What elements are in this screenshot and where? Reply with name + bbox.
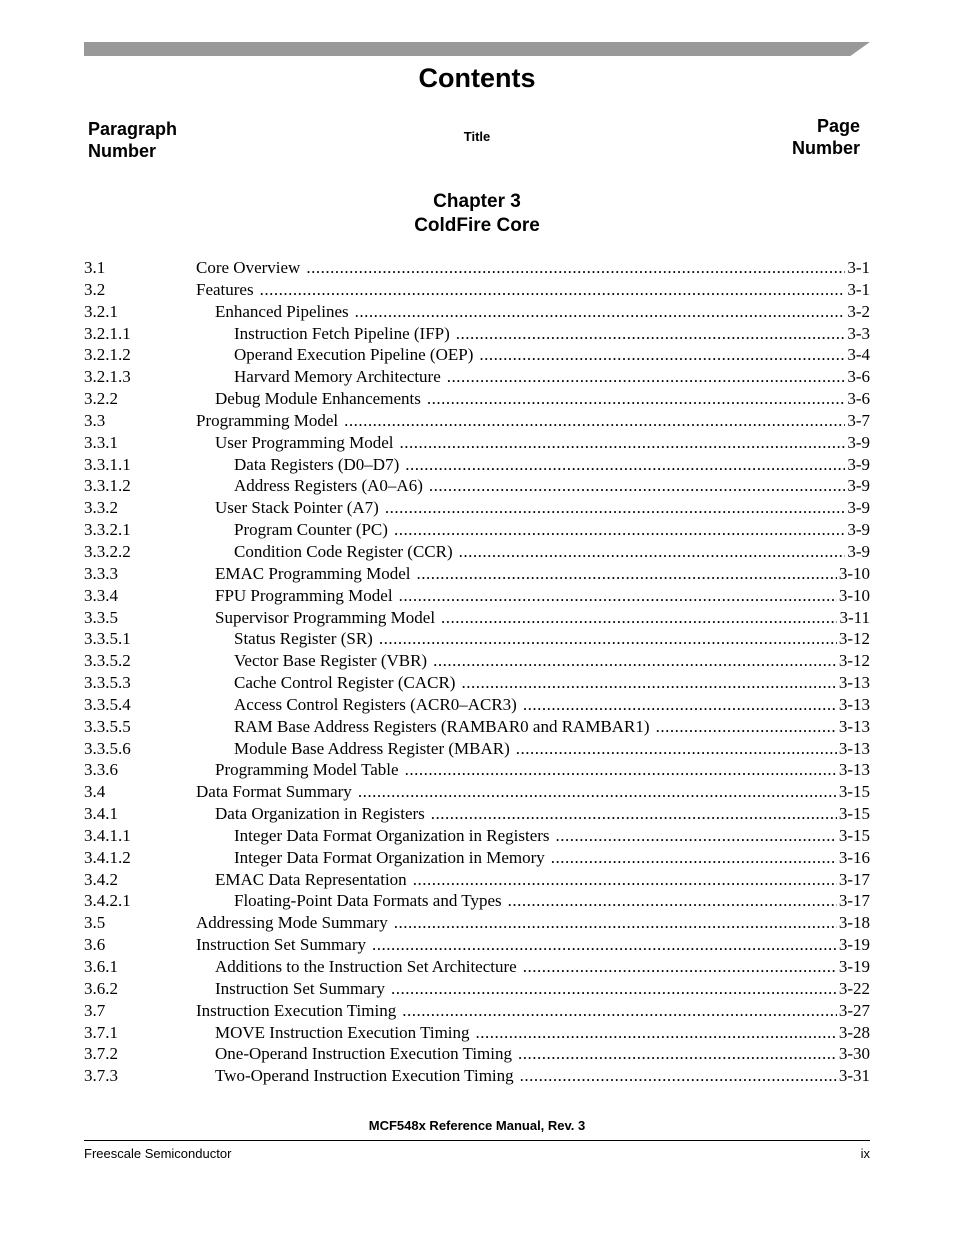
toc-entry-number: 3.3.1.1 bbox=[84, 454, 131, 474]
toc-entry-body bbox=[196, 410, 870, 432]
toc-entry-title: Instruction Set Summary bbox=[196, 935, 366, 955]
paragraph-header-line2: Number bbox=[88, 141, 157, 161]
toc-entry-body bbox=[196, 869, 870, 891]
toc-entry-number: 3.7.2 bbox=[84, 1044, 118, 1064]
toc-entry-body bbox=[196, 956, 870, 978]
table-of-contents bbox=[84, 257, 870, 1087]
toc-entry-number: 3.3 bbox=[84, 410, 106, 430]
toc-entry-number: 3.3.5.4 bbox=[84, 694, 131, 714]
toc-entry-title: One-Operand Instruction Execution Timing bbox=[215, 1044, 512, 1064]
toc-entry-title: Program Counter (PC) bbox=[234, 520, 388, 540]
toc-entry-title: Instruction Execution Timing bbox=[196, 1000, 397, 1020]
toc-dot-leader bbox=[405, 759, 837, 781]
toc-dot-leader bbox=[431, 803, 837, 825]
toc-entry-number: 3.2.1.2 bbox=[84, 345, 131, 365]
toc-entry[interactable] bbox=[84, 956, 870, 978]
footer-company: Freescale Semiconductor bbox=[84, 1146, 232, 1161]
toc-entry-page: 3-13 bbox=[838, 694, 870, 714]
toc-entry-title: Additions to the Instruction Set Architecture bbox=[215, 957, 517, 976]
page-title: Contents bbox=[418, 63, 536, 93]
toc-entry-number: 3.4.2.1 bbox=[84, 891, 131, 911]
toc-entry-page: 3-9 bbox=[847, 476, 870, 496]
toc-entry-body bbox=[196, 781, 870, 803]
toc-dot-leader bbox=[306, 257, 845, 279]
toc-dot-leader bbox=[556, 825, 837, 847]
toc-entry-page: 3-28 bbox=[838, 1022, 870, 1042]
toc-dot-leader bbox=[518, 1043, 837, 1065]
toc-entry-page: 3-9 bbox=[847, 454, 870, 474]
toc-entry-number: 3.4.1.1 bbox=[84, 825, 131, 845]
toc-entry[interactable] bbox=[84, 388, 870, 410]
toc-entry-number: 3.7.3 bbox=[84, 1066, 118, 1086]
toc-dot-leader bbox=[394, 519, 845, 541]
footer-page-number: ix bbox=[860, 1146, 870, 1161]
toc-entry-body bbox=[196, 519, 870, 541]
toc-entry[interactable] bbox=[84, 650, 870, 672]
toc-entry-number: 3.2.1.1 bbox=[84, 323, 131, 343]
toc-dot-leader bbox=[551, 847, 837, 869]
toc-entry-body bbox=[196, 650, 870, 672]
toc-entry-title: Data Registers (D0–D7) bbox=[234, 454, 400, 474]
header-decorative-bar bbox=[84, 42, 870, 56]
toc-entry-body bbox=[196, 738, 870, 760]
toc-entry-title: Two-Operand Instruction Execution Timing bbox=[215, 1066, 514, 1086]
toc-entry-page: 3-10 bbox=[838, 585, 870, 605]
page-header-line1: Page bbox=[816, 116, 860, 136]
toc-entry[interactable] bbox=[84, 257, 870, 279]
toc-entry-page: 3-17 bbox=[838, 869, 870, 889]
toc-entry[interactable] bbox=[84, 1022, 870, 1044]
toc-entry-body bbox=[196, 475, 870, 497]
toc-dot-leader bbox=[433, 650, 837, 672]
toc-entry-number: 3.4.1 bbox=[84, 804, 118, 824]
toc-dot-leader bbox=[394, 912, 837, 934]
toc-entry-title: Integer Data Format Organization in Memory bbox=[234, 847, 545, 867]
toc-entry-page: 3-9 bbox=[847, 498, 870, 518]
toc-entry[interactable] bbox=[84, 323, 870, 345]
toc-entry-number: 3.5 bbox=[84, 913, 106, 933]
toc-entry[interactable] bbox=[84, 585, 870, 607]
toc-entry-number: 3.6.1 bbox=[84, 957, 118, 976]
toc-entry-title: Instruction Fetch Pipeline (IFP) bbox=[234, 323, 450, 343]
toc-entry[interactable] bbox=[84, 279, 870, 301]
toc-dot-leader bbox=[479, 344, 845, 366]
toc-dot-leader bbox=[441, 607, 837, 629]
toc-entry-page: 3-15 bbox=[838, 804, 870, 824]
toc-entry-page: 3-16 bbox=[838, 847, 870, 867]
toc-entry-number: 3.3.5.5 bbox=[84, 716, 131, 736]
title-column-header: Title bbox=[463, 129, 491, 144]
toc-entry[interactable] bbox=[84, 781, 870, 803]
toc-entry-page: 3-19 bbox=[838, 935, 870, 955]
toc-entry-title: Integer Data Format Organization in Registers bbox=[234, 825, 550, 845]
toc-entry[interactable] bbox=[84, 454, 870, 476]
toc-entry-body bbox=[196, 759, 870, 781]
toc-entry[interactable] bbox=[84, 497, 870, 519]
toc-entry-body bbox=[196, 890, 870, 912]
toc-entry-body bbox=[196, 344, 870, 366]
toc-entry-page: 3-12 bbox=[838, 629, 870, 649]
toc-entry-number: 3.3.5 bbox=[84, 607, 118, 627]
toc-entry[interactable] bbox=[84, 738, 870, 760]
toc-entry-body bbox=[196, 279, 870, 301]
toc-entry-title: Debug Module Enhancements bbox=[215, 389, 421, 409]
toc-entry-title: Cache Control Register (CACR) bbox=[234, 673, 456, 693]
toc-entry[interactable] bbox=[84, 519, 870, 541]
toc-dot-leader bbox=[260, 279, 846, 301]
toc-dot-leader bbox=[372, 934, 837, 956]
toc-entry-title: Module Base Address Register (MBAR) bbox=[234, 738, 510, 758]
toc-entry-body bbox=[196, 628, 870, 650]
toc-entry-number: 3.1 bbox=[84, 258, 106, 277]
toc-entry-number: 3.2.1 bbox=[84, 301, 118, 321]
toc-entry-page: 3-13 bbox=[838, 673, 870, 693]
toc-entry-title: Harvard Memory Architecture bbox=[234, 367, 441, 387]
toc-entry-page: 3-11 bbox=[839, 607, 870, 627]
toc-dot-leader bbox=[523, 694, 837, 716]
toc-dot-leader bbox=[456, 323, 846, 345]
toc-entry[interactable] bbox=[84, 978, 870, 1000]
toc-entry-body bbox=[196, 454, 870, 476]
toc-entry-title: Programming Model Table bbox=[215, 760, 399, 780]
footer-manual-title: MCF548x Reference Manual, Rev. 3 bbox=[368, 1118, 586, 1133]
toc-entry[interactable] bbox=[84, 628, 870, 650]
toc-entry-page: 3-17 bbox=[838, 891, 870, 911]
toc-entry-title: Status Register (SR) bbox=[234, 629, 373, 649]
toc-entry-page: 3-4 bbox=[847, 345, 870, 365]
toc-entry-number: 3.3.6 bbox=[84, 760, 118, 780]
chapter-name: ColdFire Core bbox=[414, 215, 540, 236]
toc-entry-page: 3-2 bbox=[847, 301, 870, 321]
toc-entry-number: 3.4.1.2 bbox=[84, 847, 131, 867]
toc-entry-title: Core Overview bbox=[196, 258, 301, 277]
toc-entry-page: 3-9 bbox=[847, 432, 870, 452]
toc-entry-title: Enhanced Pipelines bbox=[215, 301, 349, 321]
toc-entry-body bbox=[196, 585, 870, 607]
toc-entry-body bbox=[196, 847, 870, 869]
toc-entry-title: Floating-Point Data Formats and Types bbox=[234, 891, 502, 911]
toc-entry-number: 3.3.5.1 bbox=[84, 629, 131, 649]
toc-dot-leader bbox=[399, 432, 845, 454]
toc-entry-page: 3-30 bbox=[838, 1044, 870, 1064]
toc-entry[interactable] bbox=[84, 869, 870, 891]
toc-entry-body bbox=[196, 366, 870, 388]
toc-entry[interactable] bbox=[84, 694, 870, 716]
toc-entry[interactable] bbox=[84, 432, 870, 454]
toc-entry-number: 3.6 bbox=[84, 935, 106, 955]
toc-entry-body bbox=[196, 934, 870, 956]
toc-dot-leader bbox=[429, 475, 845, 497]
toc-entry-body bbox=[196, 803, 870, 825]
toc-entry-body bbox=[196, 672, 870, 694]
toc-entry-title: EMAC Data Representation bbox=[215, 869, 407, 889]
toc-entry-page: 3-13 bbox=[838, 760, 870, 780]
toc-entry-number: 3.3.2.2 bbox=[84, 541, 131, 561]
toc-entry[interactable] bbox=[84, 890, 870, 912]
toc-entry[interactable] bbox=[84, 803, 870, 825]
toc-entry[interactable] bbox=[84, 759, 870, 781]
toc-dot-leader bbox=[461, 672, 836, 694]
toc-entry-title: Features bbox=[196, 279, 254, 299]
toc-entry-body bbox=[196, 497, 870, 519]
toc-entry-number: 3.4 bbox=[84, 782, 106, 802]
toc-entry-title: Condition Code Register (CCR) bbox=[234, 541, 453, 561]
toc-entry-number: 3.3.5.3 bbox=[84, 673, 131, 693]
toc-dot-leader bbox=[355, 301, 846, 323]
toc-entry-title: Instruction Set Summary bbox=[215, 978, 385, 998]
toc-entry[interactable] bbox=[84, 1065, 870, 1087]
toc-entry[interactable] bbox=[84, 716, 870, 738]
toc-entry-body bbox=[196, 607, 870, 629]
toc-dot-leader bbox=[391, 978, 837, 1000]
toc-dot-leader bbox=[358, 781, 837, 803]
toc-entry-body bbox=[196, 978, 870, 1000]
toc-entry-title: Operand Execution Pipeline (OEP) bbox=[234, 345, 474, 365]
toc-entry-page: 3-3 bbox=[847, 323, 870, 343]
toc-entry-number: 3.2.2 bbox=[84, 389, 118, 409]
toc-entry-body bbox=[196, 257, 870, 279]
toc-entry-number: 3.3.2.1 bbox=[84, 520, 131, 540]
toc-entry-body bbox=[196, 323, 870, 345]
paragraph-header-line1: Paragraph bbox=[88, 119, 178, 139]
toc-dot-leader bbox=[413, 869, 837, 891]
toc-entry-page: 3-6 bbox=[847, 367, 870, 387]
toc-dot-leader bbox=[508, 890, 837, 912]
toc-entry[interactable] bbox=[84, 934, 870, 956]
toc-dot-leader bbox=[402, 1000, 837, 1022]
toc-entry-number: 3.3.2 bbox=[84, 498, 118, 518]
toc-entry-number: 3.7 bbox=[84, 1000, 106, 1020]
toc-entry-number: 3.7.1 bbox=[84, 1022, 118, 1042]
toc-entry-body bbox=[196, 541, 870, 563]
toc-entry[interactable] bbox=[84, 607, 870, 629]
toc-entry[interactable] bbox=[84, 541, 870, 563]
toc-entry-page: 3-10 bbox=[838, 563, 870, 583]
toc-dot-leader bbox=[656, 716, 837, 738]
toc-entry-body bbox=[196, 388, 870, 410]
toc-entry[interactable] bbox=[84, 1043, 870, 1065]
toc-entry-number: 3.4.2 bbox=[84, 869, 118, 889]
toc-entry-body bbox=[196, 694, 870, 716]
toc-entry-title: EMAC Programming Model bbox=[215, 563, 411, 583]
toc-entry-page: 3-22 bbox=[838, 978, 870, 998]
toc-entry[interactable] bbox=[84, 672, 870, 694]
toc-entry[interactable] bbox=[84, 301, 870, 323]
toc-entry-number: 3.3.1 bbox=[84, 432, 118, 452]
toc-entry-title: Addressing Mode Summary bbox=[196, 913, 388, 933]
toc-entry-title: Data Format Summary bbox=[196, 782, 352, 802]
toc-entry[interactable] bbox=[84, 825, 870, 847]
toc-entry-title: Vector Base Register (VBR) bbox=[234, 651, 428, 671]
toc-entry[interactable] bbox=[84, 563, 870, 585]
toc-entry-page: 3-27 bbox=[838, 1000, 870, 1020]
toc-entry-body bbox=[196, 432, 870, 454]
toc-entry-title: Access Control Registers (ACR0–ACR3) bbox=[234, 694, 517, 714]
toc-dot-leader bbox=[520, 1065, 837, 1087]
toc-entry[interactable] bbox=[84, 1000, 870, 1022]
toc-dot-leader bbox=[405, 454, 845, 476]
toc-entry[interactable] bbox=[84, 344, 870, 366]
toc-dot-leader bbox=[399, 585, 837, 607]
toc-entry-title: Supervisor Programming Model bbox=[215, 607, 436, 627]
toc-entry-number: 3.2.1.3 bbox=[84, 367, 131, 387]
toc-dot-leader bbox=[344, 410, 845, 432]
toc-entry-page: 3-19 bbox=[838, 957, 870, 976]
toc-entry[interactable] bbox=[84, 410, 870, 432]
toc-dot-leader bbox=[385, 497, 846, 519]
toc-entry-page: 3-1 bbox=[847, 279, 870, 299]
toc-dot-leader bbox=[516, 738, 837, 760]
toc-entry-body bbox=[196, 825, 870, 847]
toc-entry[interactable] bbox=[84, 475, 870, 497]
toc-entry-title: MOVE Instruction Execution Timing bbox=[215, 1022, 470, 1042]
toc-dot-leader bbox=[427, 388, 845, 410]
toc-entry[interactable] bbox=[84, 912, 870, 934]
toc-entry-title: Address Registers (A0–A6) bbox=[234, 476, 423, 496]
toc-dot-leader bbox=[417, 563, 837, 585]
toc-entry-body bbox=[196, 1065, 870, 1087]
page-number-header bbox=[792, 115, 860, 159]
toc-entry-page: 3-13 bbox=[838, 738, 870, 758]
toc-entry-body bbox=[196, 716, 870, 738]
toc-entry-number: 3.3.1.2 bbox=[84, 476, 131, 496]
toc-entry-body bbox=[196, 563, 870, 585]
toc-dot-leader bbox=[379, 628, 837, 650]
footer-divider bbox=[84, 1140, 870, 1141]
toc-entry-page: 3-6 bbox=[847, 389, 870, 409]
toc-entry-title: Programming Model bbox=[196, 410, 339, 430]
chapter-number: Chapter 3 bbox=[433, 191, 521, 212]
toc-entry-number: 3.3.4 bbox=[84, 585, 118, 605]
toc-entry-page: 3-9 bbox=[847, 541, 870, 561]
toc-entry-body bbox=[196, 1043, 870, 1065]
toc-entry-number: 3.6.2 bbox=[84, 978, 118, 998]
toc-entry[interactable] bbox=[84, 847, 870, 869]
toc-entry-page: 3-13 bbox=[838, 716, 870, 736]
toc-entry-page: 3-12 bbox=[838, 651, 870, 671]
toc-entry-page: 3-31 bbox=[838, 1066, 870, 1086]
toc-dot-leader bbox=[476, 1022, 837, 1044]
toc-entry-page: 3-18 bbox=[838, 913, 870, 933]
toc-entry-page: 3-7 bbox=[847, 410, 870, 430]
toc-entry-title: RAM Base Address Registers (RAMBAR0 and RAMBAR1) bbox=[234, 716, 650, 736]
toc-entry-body bbox=[196, 1022, 870, 1044]
toc-entry-page: 3-9 bbox=[847, 520, 870, 540]
toc-entry[interactable] bbox=[84, 366, 870, 388]
toc-entry-number: 3.2 bbox=[84, 279, 106, 299]
toc-dot-leader bbox=[459, 541, 846, 563]
toc-entry-page: 3-15 bbox=[838, 782, 870, 802]
toc-entry-title: User Programming Model bbox=[215, 432, 394, 452]
toc-entry-body bbox=[196, 912, 870, 934]
toc-entry-number: 3.3.5.6 bbox=[84, 738, 131, 758]
toc-entry-title: Data Organization in Registers bbox=[215, 804, 425, 824]
toc-dot-leader bbox=[523, 956, 837, 978]
toc-entry-title: User Stack Pointer (A7) bbox=[215, 498, 379, 518]
toc-entry-page: 3-1 bbox=[847, 258, 870, 277]
toc-entry-number: 3.3.3 bbox=[84, 563, 118, 583]
toc-entry-body bbox=[196, 1000, 870, 1022]
page-header-line2: Number bbox=[791, 138, 860, 158]
toc-entry-number: 3.3.5.2 bbox=[84, 651, 131, 671]
toc-entry-title: FPU Programming Model bbox=[215, 585, 393, 605]
toc-dot-leader bbox=[447, 366, 846, 388]
toc-entry-page: 3-15 bbox=[838, 825, 870, 845]
toc-entry-body bbox=[196, 301, 870, 323]
